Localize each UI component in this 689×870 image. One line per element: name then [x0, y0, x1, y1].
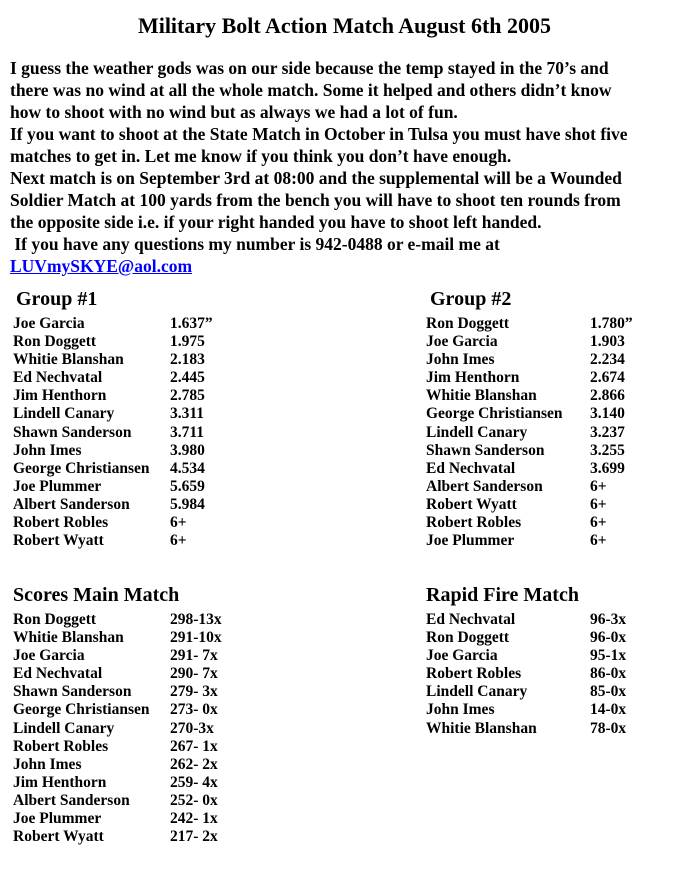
table-row — [13, 756, 363, 774]
player-name: Joe Plummer — [13, 477, 102, 495]
score-value: 298-13x — [170, 611, 222, 628]
table-row — [426, 369, 686, 387]
player-name: John Imes — [426, 701, 495, 719]
table-row — [13, 828, 363, 846]
table-row — [13, 424, 363, 442]
score-value: 267- 1x — [170, 737, 218, 755]
player-name: Shawn Sanderson — [13, 423, 132, 441]
table-row — [426, 647, 686, 665]
player-name: Shawn Sanderson — [13, 683, 132, 701]
table-row — [13, 532, 363, 550]
intro-line: the opposite side i.e. if your right handed you have to shoot left handed. — [10, 212, 542, 232]
player-name: Jim Henthorn — [13, 773, 107, 791]
table-row — [13, 460, 363, 478]
score-value: 95-1x — [590, 647, 627, 665]
score-value: 2.234 — [590, 351, 625, 369]
table-row — [426, 351, 686, 369]
player-name: Ed Nechvatal — [13, 369, 103, 387]
score-value: 2.785 — [170, 387, 205, 405]
table-row — [13, 611, 363, 629]
score-value: 3.255 — [590, 441, 625, 459]
score-value: 14-0x — [590, 701, 627, 719]
player-name: Robert Robles — [426, 514, 522, 532]
player-name: Albert Sanderson — [13, 791, 130, 809]
player-name: Joe Plummer — [13, 810, 102, 828]
player-name: Albert Sanderson — [13, 495, 130, 513]
table-row — [426, 665, 686, 683]
player-name: Ed Nechvatal — [426, 459, 516, 477]
intro-line: If you have any questions my number is 942-0488 or e-mail me at — [10, 234, 500, 254]
table-row — [426, 442, 686, 460]
table-row — [426, 405, 686, 423]
score-value: 2.445 — [170, 369, 205, 387]
player-name: Jim Henthorn — [13, 387, 107, 405]
score-value: 3.140 — [590, 405, 625, 423]
group2-title: Group #2 — [430, 288, 512, 310]
score-value: 2.866 — [590, 387, 625, 405]
score-value: 6+ — [590, 477, 607, 495]
score-value: 3.699 — [590, 459, 625, 477]
score-value: 273- 0x — [170, 701, 218, 719]
group1-section — [13, 289, 363, 550]
scores-main-match-section — [13, 585, 363, 846]
score-value: 1.780” — [590, 315, 633, 332]
score-value: 217- 2x — [170, 828, 218, 846]
table-row — [13, 647, 363, 665]
score-value: 86-0x — [590, 665, 627, 683]
player-name: Robert Wyatt — [426, 495, 517, 513]
score-value: 279- 3x — [170, 683, 218, 701]
score-value: 1.637” — [170, 315, 213, 332]
score-value: 3.311 — [170, 405, 205, 423]
table-row — [13, 478, 363, 496]
player-name: Whitie Blanshan — [13, 351, 124, 369]
player-name: Robert Robles — [13, 737, 109, 755]
score-value: 1.975 — [170, 333, 205, 351]
player-name: Joe Garcia — [13, 647, 85, 665]
player-name: Albert Sanderson — [426, 477, 543, 495]
scores-main-match-title: Scores Main Match — [13, 584, 180, 606]
intro-line: matches to get in. Let me know if you think you don’t have enough. — [10, 146, 512, 166]
score-value: 5.984 — [170, 495, 205, 513]
table-row — [13, 810, 363, 828]
player-name: Shawn Sanderson — [426, 441, 545, 459]
score-value: 3.980 — [170, 441, 205, 459]
player-name: Lindell Canary — [426, 683, 528, 701]
player-name: Robert Wyatt — [13, 532, 104, 550]
player-name: Ron Doggett — [13, 611, 97, 628]
email-link[interactable]: LUVmySKYE@aol.com — [10, 256, 193, 276]
player-name: Robert Robles — [13, 514, 109, 532]
player-name: George Christiansen — [13, 459, 150, 477]
table-row — [13, 315, 363, 333]
table-row — [13, 333, 363, 351]
player-name: Joe Garcia — [426, 333, 498, 351]
table-row — [426, 478, 686, 496]
table-row — [426, 532, 686, 550]
score-value: 4.534 — [170, 459, 205, 477]
score-value: 6+ — [170, 532, 187, 550]
player-name: Ron Doggett — [426, 629, 510, 647]
score-value: 78-0x — [590, 719, 627, 737]
score-value: 262- 2x — [170, 755, 218, 773]
group1-title: Group #1 — [16, 288, 98, 310]
score-value: 6+ — [170, 514, 187, 532]
table-row — [13, 792, 363, 810]
table-row — [13, 387, 363, 405]
table-row — [13, 774, 363, 792]
score-value: 270-3x — [170, 719, 214, 737]
player-name: Joe Plummer — [426, 532, 515, 550]
page-title: Military Bolt Action Match August 6th 2005 — [137, 13, 552, 38]
table-row — [426, 315, 686, 333]
score-value: 96-0x — [590, 629, 627, 647]
player-name: Whitie Blanshan — [13, 629, 124, 647]
table-row — [13, 369, 363, 387]
player-name: Ed Nechvatal — [426, 611, 516, 628]
score-value: 6+ — [590, 532, 607, 550]
score-value: 259- 4x — [170, 773, 218, 791]
score-value: 252- 0x — [170, 791, 218, 809]
player-name: Joe Garcia — [13, 315, 85, 332]
player-name: Lindell Canary — [13, 719, 115, 737]
score-value: 6+ — [590, 495, 607, 513]
intro-paragraph — [10, 57, 682, 277]
score-value: 1.903 — [590, 333, 625, 351]
player-name: Robert Robles — [426, 665, 522, 683]
score-value: 291- 7x — [170, 647, 218, 665]
score-value: 291-10x — [170, 629, 222, 647]
score-value: 85-0x — [590, 683, 627, 701]
table-row — [13, 701, 363, 719]
rapid-fire-match-title: Rapid Fire Match — [426, 584, 579, 606]
table-row — [13, 514, 363, 532]
group2-rows — [426, 315, 686, 550]
player-name: John Imes — [13, 441, 82, 459]
table-row — [13, 496, 363, 514]
intro-line: If you want to shoot at the State Match in October in Tulsa you must have shot five — [10, 124, 628, 144]
score-value: 242- 1x — [170, 810, 218, 828]
player-name: Lindell Canary — [13, 405, 115, 423]
score-value: 3.237 — [590, 423, 625, 441]
table-row — [13, 351, 363, 369]
table-row — [426, 496, 686, 514]
rapid-fire-match-section — [426, 585, 686, 738]
rapid-fire-match-rows — [426, 611, 686, 738]
player-name: John Imes — [13, 755, 82, 773]
player-name: George Christiansen — [13, 701, 150, 719]
table-row — [426, 387, 686, 405]
intro-line: there was no wind at all the whole match. Some it helped and others didn’t know — [10, 80, 612, 100]
intro-line: Soldier Match at 100 yards from the bench you will have to shoot ten rounds from — [10, 190, 621, 210]
score-value: 2.674 — [590, 369, 625, 387]
score-value: 290- 7x — [170, 665, 218, 683]
table-row — [426, 720, 686, 738]
table-row — [13, 629, 363, 647]
player-name: Lindell Canary — [426, 423, 528, 441]
table-row — [426, 333, 686, 351]
player-name: Ron Doggett — [426, 315, 510, 332]
table-row — [426, 629, 686, 647]
table-row — [426, 611, 686, 629]
intro-line: how to shoot with no wind but as always we had a lot of fun. — [10, 102, 458, 122]
player-name: Ed Nechvatal — [13, 665, 103, 683]
player-name: Joe Garcia — [426, 647, 498, 665]
score-value: 2.183 — [170, 351, 205, 369]
table-row — [426, 514, 686, 532]
table-row — [13, 442, 363, 460]
player-name: Whitie Blanshan — [426, 387, 537, 405]
table-row — [13, 683, 363, 701]
score-value: 3.711 — [170, 423, 205, 441]
score-value: 96-3x — [590, 611, 627, 628]
table-row — [13, 738, 363, 756]
player-name: Whitie Blanshan — [426, 719, 537, 737]
score-value: 5.659 — [170, 477, 205, 495]
score-value: 6+ — [590, 514, 607, 532]
table-row — [426, 701, 686, 719]
table-row — [426, 683, 686, 701]
intro-line: I guess the weather gods was on our side because the temp stayed in the 70’s and — [10, 58, 609, 78]
table-row — [13, 405, 363, 423]
table-row — [426, 424, 686, 442]
intro-line: Next match is on September 3rd at 08:00 and the supplemental will be a Wounded — [10, 168, 622, 188]
group1-rows — [13, 315, 363, 550]
player-name: Robert Wyatt — [13, 828, 104, 846]
table-row — [13, 665, 363, 683]
player-name: John Imes — [426, 351, 495, 369]
scores-main-match-rows — [13, 611, 363, 846]
player-name: Ron Doggett — [13, 333, 97, 351]
table-row — [426, 460, 686, 478]
email-line — [10, 255, 682, 277]
table-row — [13, 720, 363, 738]
group2-section — [426, 289, 686, 550]
player-name: George Christiansen — [426, 405, 563, 423]
player-name: Jim Henthorn — [426, 369, 520, 387]
